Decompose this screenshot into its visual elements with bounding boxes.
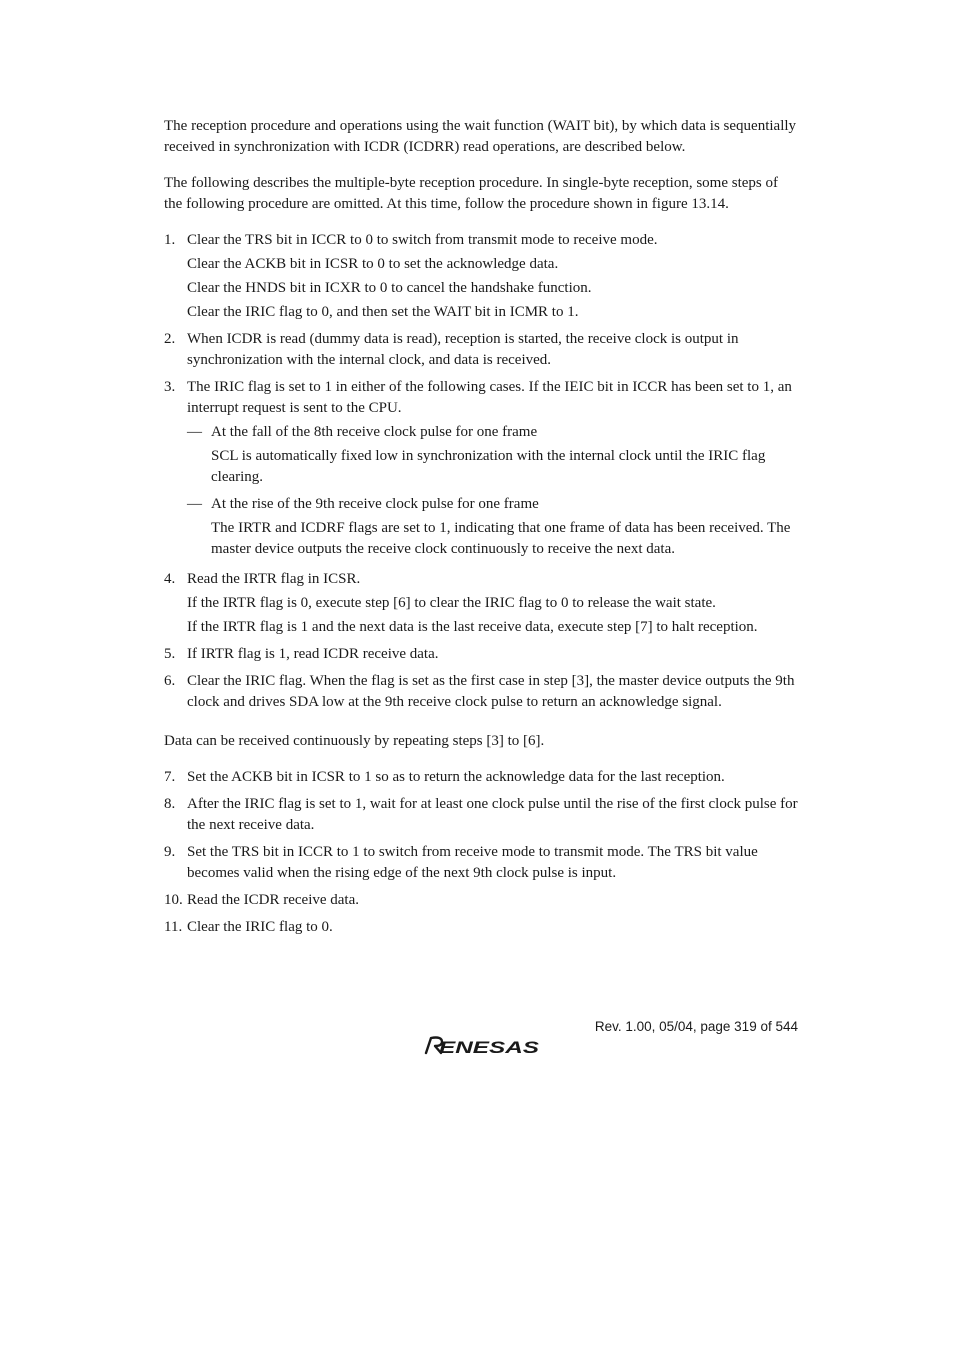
list-item bbox=[164, 794, 800, 839]
list-item bbox=[164, 917, 800, 941]
dash-marker: — bbox=[187, 496, 202, 512]
step-text: Read the IRTR flag in ICSR. bbox=[187, 571, 361, 587]
intro-paragraph-2: The following describes the multiple-byte reception procedure. In single-byte reception, some steps of the following procedure are omitted. At this time, follow the procedure shown in figure 13.14. bbox=[164, 175, 778, 212]
list-item bbox=[164, 569, 800, 641]
step-text: If IRTR flag is 1, read ICDR receive data. bbox=[187, 646, 439, 662]
sub-case bbox=[187, 494, 800, 563]
step-number: 2. bbox=[164, 331, 176, 347]
step-number: 4. bbox=[164, 571, 176, 587]
list-item bbox=[164, 890, 800, 914]
logo-text: ENESAS bbox=[439, 1038, 540, 1056]
list-item bbox=[164, 767, 800, 791]
list-item bbox=[164, 230, 800, 326]
step-text: Clear the ACKB bit in ICSR to 0 to set the acknowledge data. bbox=[187, 256, 559, 272]
page-footer-info: Rev. 1.00, 05/04, page 319 of 544 bbox=[594, 1019, 798, 1034]
step-number: 8. bbox=[164, 796, 176, 812]
list-item bbox=[164, 842, 800, 887]
step-number: 10. bbox=[164, 892, 183, 908]
step-number: 7. bbox=[164, 769, 176, 785]
step-number: 1. bbox=[164, 232, 176, 248]
intro-paragraph-1: The reception procedure and operations using the wait function (WAIT bit), by which data is sequentially received in synchronization with ICDR (ICDRR) read operations, are described below. bbox=[164, 118, 797, 155]
sub-case bbox=[187, 422, 800, 491]
step-text: Clear the IRIC flag to 0. bbox=[187, 919, 333, 935]
sub-case-heading: At the rise of the 9th receive clock pulse for one frame bbox=[211, 496, 539, 512]
step-number: 9. bbox=[164, 844, 176, 860]
sub-case-text: SCL is automatically fixed low in synchronization with the internal clock until the IRIC flag clearing. bbox=[211, 448, 766, 485]
list-item bbox=[164, 377, 800, 566]
step-text: Set the ACKB bit in ICSR to 1 so as to return the acknowledge data for the last reception. bbox=[187, 769, 725, 785]
step-text: Clear the IRIC flag. When the flag is set as the first case in step [3], the master device outputs the 9th clock and drives SDA low at the 9th receive clock pulse to return an acknowledge signal. bbox=[187, 673, 795, 710]
step-number: 6. bbox=[164, 673, 176, 689]
step-text: Read the ICDR receive data. bbox=[187, 892, 360, 908]
step-text: Clear the TRS bit in ICCR to 0 to switch from transmit mode to receive mode. bbox=[187, 232, 658, 248]
sub-case-heading: At the fall of the 8th receive clock pulse for one frame bbox=[211, 424, 538, 440]
step-text: If the IRTR flag is 1 and the next data is the last receive data, execute step [7] to halt reception. bbox=[187, 619, 758, 635]
procedure-list-b bbox=[164, 767, 800, 941]
step-text: Set the TRS bit in ICCR to 1 to switch from receive mode to transmit mode. The TRS bit value becomes valid when the rising edge of the next 9th clock pulse is input. bbox=[187, 844, 758, 881]
step-text: The IRIC flag is set to 1 in either of the following cases. If the IEIC bit in ICCR has been set to 1, an interrupt request is sent to the CPU. bbox=[187, 379, 792, 416]
list-item bbox=[164, 329, 800, 374]
step-number: 11. bbox=[164, 919, 183, 935]
step-number: 5. bbox=[164, 646, 176, 662]
list-item bbox=[164, 671, 800, 716]
step-number: 3. bbox=[164, 379, 176, 395]
sub-case-text: The IRTR and ICDRF flags are set to 1, indicating that one frame of data has been received. The master device outputs the receive clock continuously to receive the next data. bbox=[211, 520, 791, 557]
dash-marker: — bbox=[187, 424, 202, 440]
document-body bbox=[164, 116, 800, 944]
procedure-list-a bbox=[164, 230, 800, 716]
step-text: If the IRTR flag is 0, execute step [6] to clear the IRIC flag to 0 to release the wait state. bbox=[187, 595, 716, 611]
step-text: When ICDR is read (dummy data is read), reception is started, the receive clock is output in synchronization with the internal clock, and data is received. bbox=[187, 331, 739, 368]
list-item bbox=[164, 644, 800, 668]
middle-paragraph: Data can be received continuously by repeating steps [3] to [6]. bbox=[164, 733, 545, 749]
step-text: After the IRIC flag is set to 1, wait for at least one clock pulse until the rise of the first clock pulse for the next receive data. bbox=[187, 796, 798, 833]
renesas-logo bbox=[422, 1034, 542, 1056]
step-text: Clear the HNDS bit in ICXR to 0 to cancel the handshake function. bbox=[187, 280, 592, 296]
step-text: Clear the IRIC flag to 0, and then set the WAIT bit in ICMR to 1. bbox=[187, 304, 579, 320]
